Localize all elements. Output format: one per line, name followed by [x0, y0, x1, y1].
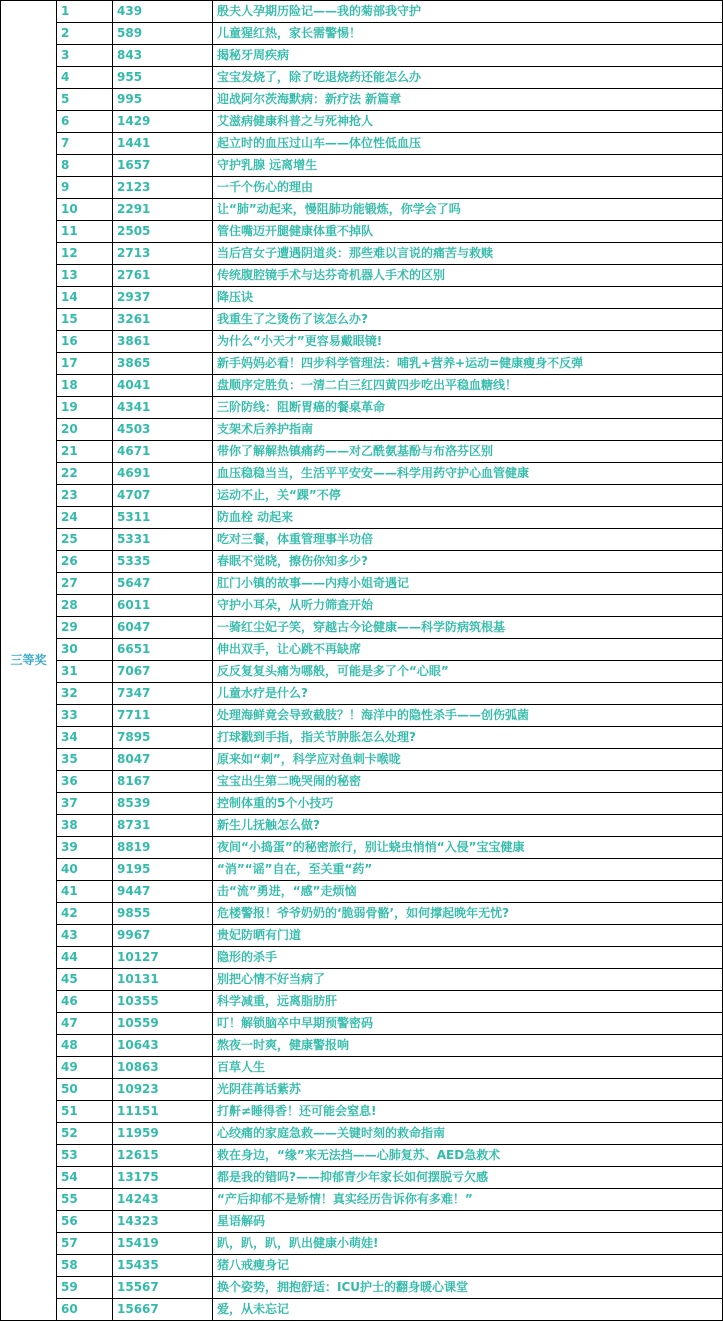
- entry-code-cell: 7067: [113, 661, 213, 683]
- rank-cell: 32: [57, 683, 113, 705]
- entry-code-cell: 5331: [113, 529, 213, 551]
- entry-code-cell: 5335: [113, 551, 213, 573]
- rank-cell: 60: [57, 1299, 113, 1321]
- table-row: [1, 331, 723, 353]
- entry-code-cell: 2713: [113, 243, 213, 265]
- table-row: [1, 485, 723, 507]
- entry-title-cell: 吃对三餐，体重管理事半功倍: [213, 529, 723, 551]
- entry-code-cell: 2505: [113, 221, 213, 243]
- entry-title-cell: 揭秘牙周疾病: [213, 45, 723, 67]
- entry-code-cell: 6011: [113, 595, 213, 617]
- entry-code-cell: 7711: [113, 705, 213, 727]
- entry-title-cell: 新手妈妈必看！四步科学管理法：哺乳+营养+运动=健康瘦身不反弹: [213, 353, 723, 375]
- rank-cell: 53: [57, 1145, 113, 1167]
- entry-title-cell: 危楼警报！爷爷奶奶的‘脆弱骨骼’，如何撑起晚年无忧?: [213, 903, 723, 925]
- table-row: [1, 353, 723, 375]
- table-row: [1, 243, 723, 265]
- entry-code-cell: 10355: [113, 991, 213, 1013]
- rank-cell: 39: [57, 837, 113, 859]
- table-row: [1, 991, 723, 1013]
- table-row: [1, 67, 723, 89]
- table-row: [1, 89, 723, 111]
- entry-code-cell: 11151: [113, 1101, 213, 1123]
- rank-cell: 34: [57, 727, 113, 749]
- entry-code-cell: 10863: [113, 1057, 213, 1079]
- table-row: [1, 397, 723, 419]
- entry-title-cell: 守护乳腺 远离增生: [213, 155, 723, 177]
- entry-code-cell: 4041: [113, 375, 213, 397]
- entry-title-cell: 星语解码: [213, 1211, 723, 1233]
- rank-cell: 56: [57, 1211, 113, 1233]
- entry-code-cell: 15667: [113, 1299, 213, 1321]
- entry-title-cell: 支架术后养护指南: [213, 419, 723, 441]
- table-row: [1, 1167, 723, 1189]
- entry-code-cell: 9447: [113, 881, 213, 903]
- entry-title-cell: 处理海鲜竟会导致截肢？！海洋中的隐性杀手——创伤弧菌: [213, 705, 723, 727]
- table-row: [1, 1255, 723, 1277]
- rank-cell: 55: [57, 1189, 113, 1211]
- rank-cell: 10: [57, 199, 113, 221]
- entry-code-cell: 14323: [113, 1211, 213, 1233]
- rank-cell: 11: [57, 221, 113, 243]
- table-row: [1, 1145, 723, 1167]
- table-row: [1, 375, 723, 397]
- rank-cell: 16: [57, 331, 113, 353]
- entry-code-cell: 1429: [113, 111, 213, 133]
- rank-cell: 40: [57, 859, 113, 881]
- entry-title-cell: 熬夜一时爽，健康警报响: [213, 1035, 723, 1057]
- entry-code-cell: 2761: [113, 265, 213, 287]
- entry-title-cell: 宝宝出生第二晚哭闹的秘密: [213, 771, 723, 793]
- rank-cell: 17: [57, 353, 113, 375]
- entry-code-cell: 439: [113, 1, 213, 23]
- table-row: [1, 309, 723, 331]
- entry-title-cell: 起立时的血压过山车——体位性低血压: [213, 133, 723, 155]
- rank-cell: 52: [57, 1123, 113, 1145]
- entry-title-cell: 趴，趴，趴，趴出健康小萌娃!: [213, 1233, 723, 1255]
- entry-code-cell: 15567: [113, 1277, 213, 1299]
- rank-cell: 19: [57, 397, 113, 419]
- table-row: [1, 903, 723, 925]
- rank-cell: 12: [57, 243, 113, 265]
- rank-cell: 35: [57, 749, 113, 771]
- entry-code-cell: 4691: [113, 463, 213, 485]
- entry-title-cell: “消”“谣”自在，至关重“药”: [213, 859, 723, 881]
- rank-cell: 6: [57, 111, 113, 133]
- entry-code-cell: 4671: [113, 441, 213, 463]
- entry-title-cell: 救在身边，“缘”来无法挡——心肺复苏、AED急救术: [213, 1145, 723, 1167]
- table-row: [1, 1, 723, 23]
- rank-cell: 31: [57, 661, 113, 683]
- table-row: [1, 1299, 723, 1321]
- entry-title-cell: 反反复复头痛为哪般，可能是多了个“心眼”: [213, 661, 723, 683]
- entry-title-cell: 叮！解锁脑卒中早期预警密码: [213, 1013, 723, 1035]
- entry-title-cell: 盘顺序定胜负：一清二白三红四黄四步吃出平稳血糖线！: [213, 375, 723, 397]
- table-row: [1, 793, 723, 815]
- entry-code-cell: 15419: [113, 1233, 213, 1255]
- entry-title-cell: 春眠不觉晓，擦伤你知多少?: [213, 551, 723, 573]
- entry-code-cell: 10559: [113, 1013, 213, 1035]
- table-row: [1, 221, 723, 243]
- entry-title-cell: 让“肺”动起来，慢阻肺功能锻炼，你学会了吗: [213, 199, 723, 221]
- entry-code-cell: 7895: [113, 727, 213, 749]
- entry-title-cell: 心绞痛的家庭急救——关键时刻的救命指南: [213, 1123, 723, 1145]
- rank-cell: 43: [57, 925, 113, 947]
- table-row: [1, 617, 723, 639]
- rank-cell: 44: [57, 947, 113, 969]
- entry-code-cell: 11959: [113, 1123, 213, 1145]
- entry-title-cell: 新生儿抚触怎么做?: [213, 815, 723, 837]
- table-row: [1, 1035, 723, 1057]
- rank-cell: 14: [57, 287, 113, 309]
- entry-code-cell: 8819: [113, 837, 213, 859]
- table-row: [1, 881, 723, 903]
- entry-code-cell: 3861: [113, 331, 213, 353]
- entry-code-cell: 6651: [113, 639, 213, 661]
- entry-code-cell: 13175: [113, 1167, 213, 1189]
- rank-cell: 29: [57, 617, 113, 639]
- entry-code-cell: 3261: [113, 309, 213, 331]
- entry-code-cell: 4707: [113, 485, 213, 507]
- rank-cell: 24: [57, 507, 113, 529]
- entry-code-cell: 10923: [113, 1079, 213, 1101]
- rank-cell: 13: [57, 265, 113, 287]
- entry-title-cell: 殷夫人孕期历险记——我的菊部我守护: [213, 1, 723, 23]
- entry-code-cell: 843: [113, 45, 213, 67]
- rank-cell: 51: [57, 1101, 113, 1123]
- entry-code-cell: 12615: [113, 1145, 213, 1167]
- rank-cell: 15: [57, 309, 113, 331]
- entry-code-cell: 3865: [113, 353, 213, 375]
- entry-code-cell: 8731: [113, 815, 213, 837]
- entry-title-cell: 击“流”勇进，“感”走烦恼: [213, 881, 723, 903]
- table-row: [1, 155, 723, 177]
- rank-cell: 20: [57, 419, 113, 441]
- entry-code-cell: 10127: [113, 947, 213, 969]
- rank-cell: 21: [57, 441, 113, 463]
- table-row: [1, 177, 723, 199]
- table-row: [1, 1277, 723, 1299]
- rank-cell: 38: [57, 815, 113, 837]
- entry-code-cell: 5311: [113, 507, 213, 529]
- entry-title-cell: 宝宝发烧了，除了吃退烧药还能怎么办: [213, 67, 723, 89]
- rank-cell: 33: [57, 705, 113, 727]
- entry-title-cell: “产后抑郁不是矫情！真实经历告诉你有多难！”: [213, 1189, 723, 1211]
- table-row: [1, 45, 723, 67]
- award-level-cell: 三等奖: [1, 1, 57, 1321]
- entry-title-cell: 血压稳稳当当，生活平平安安——科学用药守护心血管健康: [213, 463, 723, 485]
- entry-code-cell: 955: [113, 67, 213, 89]
- table-row: [1, 1211, 723, 1233]
- entry-title-cell: 打球戳到手指，指关节肿胀怎么处理?: [213, 727, 723, 749]
- table-row: [1, 639, 723, 661]
- rank-cell: 7: [57, 133, 113, 155]
- table-row: [1, 1057, 723, 1079]
- table-row: [1, 1079, 723, 1101]
- entry-title-cell: 运动不止，关“踝”不停: [213, 485, 723, 507]
- rank-cell: 26: [57, 551, 113, 573]
- rank-cell: 37: [57, 793, 113, 815]
- table-row: [1, 133, 723, 155]
- rank-cell: 2: [57, 23, 113, 45]
- table-row: [1, 683, 723, 705]
- table-row: [1, 705, 723, 727]
- table-row: [1, 859, 723, 881]
- entry-code-cell: 2937: [113, 287, 213, 309]
- entry-code-cell: 2291: [113, 199, 213, 221]
- table-row: [1, 815, 723, 837]
- award-table-body: [1, 1, 723, 1321]
- entry-title-cell: 夜间“小捣蛋”的秘密旅行，别让蛲虫悄悄“入侵”宝宝健康: [213, 837, 723, 859]
- entry-title-cell: 科学减重，远离脂肪肝: [213, 991, 723, 1013]
- rank-cell: 22: [57, 463, 113, 485]
- entry-title-cell: 一骑红尘妃子笑，穿越古今论健康——科学防病筑根基: [213, 617, 723, 639]
- table-row: [1, 463, 723, 485]
- entry-code-cell: 6047: [113, 617, 213, 639]
- rank-cell: 47: [57, 1013, 113, 1035]
- table-row: [1, 551, 723, 573]
- rank-cell: 54: [57, 1167, 113, 1189]
- rank-cell: 9: [57, 177, 113, 199]
- rank-cell: 18: [57, 375, 113, 397]
- entry-code-cell: 7347: [113, 683, 213, 705]
- rank-cell: 3: [57, 45, 113, 67]
- table-row: [1, 837, 723, 859]
- entry-title-cell: 降压诀: [213, 287, 723, 309]
- entry-code-cell: 2123: [113, 177, 213, 199]
- table-row: [1, 661, 723, 683]
- table-row: [1, 1123, 723, 1145]
- entry-code-cell: 10643: [113, 1035, 213, 1057]
- rank-cell: 28: [57, 595, 113, 617]
- entry-title-cell: 三阶防线：阻断胃癌的餐桌革命: [213, 397, 723, 419]
- table-row: [1, 969, 723, 991]
- entry-title-cell: 猪八戒瘦身记: [213, 1255, 723, 1277]
- entry-title-cell: 带你了解解热镇痛药——对乙酰氨基酚与布洛芬区别: [213, 441, 723, 463]
- rank-cell: 5: [57, 89, 113, 111]
- rank-cell: 46: [57, 991, 113, 1013]
- table-row: [1, 1013, 723, 1035]
- rank-cell: 50: [57, 1079, 113, 1101]
- table-row: [1, 111, 723, 133]
- entry-code-cell: 8539: [113, 793, 213, 815]
- table-row: [1, 595, 723, 617]
- entry-title-cell: 原来如“刺”，科学应对鱼刺卡喉咙: [213, 749, 723, 771]
- table-row: [1, 573, 723, 595]
- entry-code-cell: 14243: [113, 1189, 213, 1211]
- entry-code-cell: 995: [113, 89, 213, 111]
- entry-title-cell: 为什么“小天才”更容易戴眼镜!: [213, 331, 723, 353]
- entry-title-cell: 儿童猩红热，家长需警惕！: [213, 23, 723, 45]
- entry-code-cell: 8167: [113, 771, 213, 793]
- rank-cell: 36: [57, 771, 113, 793]
- rank-cell: 8: [57, 155, 113, 177]
- table-row: [1, 1101, 723, 1123]
- entry-code-cell: 10131: [113, 969, 213, 991]
- rank-cell: 1: [57, 1, 113, 23]
- entry-title-cell: 百草人生: [213, 1057, 723, 1079]
- entry-code-cell: 9855: [113, 903, 213, 925]
- table-row: [1, 1233, 723, 1255]
- table-row: [1, 529, 723, 551]
- table-row: [1, 199, 723, 221]
- entry-code-cell: 1441: [113, 133, 213, 155]
- table-row: [1, 925, 723, 947]
- entry-title-cell: 我重生了之烫伤了该怎么办?: [213, 309, 723, 331]
- entry-title-cell: 当后宫女子遭遇阴道炎：那些难以言说的痛苦与救赎: [213, 243, 723, 265]
- entry-title-cell: 打鼾≠睡得香！还可能会窒息!: [213, 1101, 723, 1123]
- rank-cell: 45: [57, 969, 113, 991]
- rank-cell: 48: [57, 1035, 113, 1057]
- entry-title-cell: 换个姿势，拥抱舒适：ICU护士的翻身暖心课堂: [213, 1277, 723, 1299]
- entry-title-cell: 肛门小镇的故事——内痔小姐奇遇记: [213, 573, 723, 595]
- rank-cell: 27: [57, 573, 113, 595]
- entry-title-cell: 控制体重的5个小技巧: [213, 793, 723, 815]
- entry-code-cell: 1657: [113, 155, 213, 177]
- entry-title-cell: 伸出双手，让心跳不再缺席: [213, 639, 723, 661]
- entry-code-cell: 8047: [113, 749, 213, 771]
- entry-title-cell: 守护小耳朵，从听力筛查开始: [213, 595, 723, 617]
- entry-title-cell: 一千个伤心的理由: [213, 177, 723, 199]
- table-row: [1, 507, 723, 529]
- entry-code-cell: 5647: [113, 573, 213, 595]
- entry-code-cell: 589: [113, 23, 213, 45]
- entry-title-cell: 爱，从未忘记: [213, 1299, 723, 1321]
- entry-title-cell: 别把心情不好当病了: [213, 969, 723, 991]
- rank-cell: 59: [57, 1277, 113, 1299]
- entry-title-cell: 迎战阿尔茨海默病：新疗法 新篇章: [213, 89, 723, 111]
- entry-code-cell: 4341: [113, 397, 213, 419]
- entry-title-cell: 防血栓 动起来: [213, 507, 723, 529]
- table-row: [1, 419, 723, 441]
- entry-title-cell: 儿童水疗是什么?: [213, 683, 723, 705]
- entry-title-cell: 传统腹腔镜手术与达芬奇机器人手术的区别: [213, 265, 723, 287]
- entry-title-cell: 艾滋病健康科普之与死神抢人: [213, 111, 723, 133]
- rank-cell: 41: [57, 881, 113, 903]
- entry-title-cell: 都是我的错吗?——抑郁青少年家长如何摆脱亏欠感: [213, 1167, 723, 1189]
- entry-title-cell: 光阴荏苒话紫苏: [213, 1079, 723, 1101]
- table-row: [1, 947, 723, 969]
- rank-cell: 30: [57, 639, 113, 661]
- entry-code-cell: 9967: [113, 925, 213, 947]
- entry-code-cell: 4503: [113, 419, 213, 441]
- entry-code-cell: 15435: [113, 1255, 213, 1277]
- table-row: [1, 771, 723, 793]
- table-row: [1, 749, 723, 771]
- table-row: [1, 287, 723, 309]
- entry-title-cell: 隐形的杀手: [213, 947, 723, 969]
- rank-cell: 23: [57, 485, 113, 507]
- table-row: [1, 441, 723, 463]
- rank-cell: 42: [57, 903, 113, 925]
- entry-title-cell: 贵妃防晒有门道: [213, 925, 723, 947]
- table-row: [1, 727, 723, 749]
- rank-cell: 4: [57, 67, 113, 89]
- table-row: [1, 23, 723, 45]
- rank-cell: 25: [57, 529, 113, 551]
- rank-cell: 58: [57, 1255, 113, 1277]
- rank-cell: 57: [57, 1233, 113, 1255]
- table-row: [1, 265, 723, 287]
- rank-cell: 49: [57, 1057, 113, 1079]
- table-row: [1, 1189, 723, 1211]
- entry-code-cell: 9195: [113, 859, 213, 881]
- entry-title-cell: 管住嘴迈开腿健康体重不掉队: [213, 221, 723, 243]
